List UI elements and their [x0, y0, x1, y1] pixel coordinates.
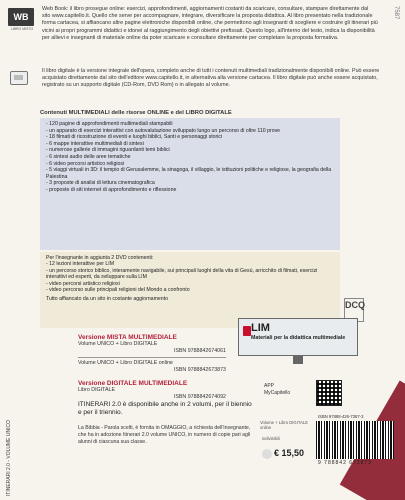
app-box [258, 380, 348, 410]
qr-code-icon [316, 380, 342, 406]
list-item: - 6 video percorsi artistico religiosi [46, 160, 125, 167]
contents-heading-block [40, 110, 345, 117]
mista-title: Versione MISTA MULTIMEDIALE [78, 334, 177, 341]
mista-row-label: Volume UNICO + Libro DIGITALE [78, 341, 158, 347]
list-item: - 3 proposte di analisi di lettura cinematografica [46, 180, 155, 187]
indivisibili-label: indivisibili [262, 436, 280, 441]
mista-row-label: Volume UNICO + Libro DIGITALE online [78, 360, 173, 366]
price-amount: € 15,50 [274, 448, 305, 458]
mista-row-isbn: ISBN 9788842674061 [173, 348, 226, 354]
digitale-row-label: Libro DIGITALE [78, 387, 115, 393]
spine-left-text: ITINERARI 2.0 - VOLUME UNICO [6, 420, 12, 497]
lim-screen-icon [238, 318, 358, 356]
app-line1: APP [264, 383, 275, 389]
list-item: - numerose gallerie di immagini riguardanti temi biblici [46, 147, 170, 154]
price-box [258, 414, 398, 496]
dvd-box [40, 252, 340, 328]
bibbia-text: La Bibbia - Parola scelti, è fornita in OMAGGIO, a richiesta dell'insegnante, che ha in adozione Itinerari 2.0 volume UNICO, in numero di copie pari agli alunni di ciascuna sua classe. [78, 425, 251, 445]
list-item: - 5 viaggi virtuali in 3D: il tempio di Gerusalemme, la sinagoga, il villaggio, le istituzioni politiche e religiose, la geografia della Palestina [46, 167, 332, 180]
spine-left [0, 420, 26, 500]
webbook-logo-sub: LIBRO MISTO [10, 27, 34, 31]
contents-heading: Contenuti MULTIMEDIALI delle risorse ONLINE e del LIBRO DIGITALE [40, 110, 232, 116]
itinerari-text: ITINERARI 2.0 è disponibile anche in 2 volumi, per il biennio e per il triennio. [78, 401, 252, 416]
divider [78, 357, 226, 358]
list-item: - video percorsi artistico religiosi [46, 280, 120, 287]
volume-label: Volume + Libro DIGITALE online [260, 420, 308, 431]
contents-list-box [40, 118, 340, 250]
isbn-top: ISBN 97888-426-7387-3 [318, 414, 364, 419]
list-item: - 6 sintesi audio delle aree tematiche [46, 153, 131, 160]
list-item: - 12 lezioni interattive per LIM [46, 261, 115, 267]
price [262, 448, 304, 459]
libro-digitale-text: Il libro digitale è la versione integrale dell'opera, completo anche di tutti i contenuti multimediali tradizionalmente disponibili online. Può essere acquistato direttamente dal sito dell'editore www.capitello.it, in alternativa alla versione cartacea. Il libro digitale può anche essere acquistato, registrato su un supporto digitale (CD-Rom, DVD Rom) o in allegato al volume. [42, 68, 380, 89]
app-label [264, 383, 290, 396]
euro-icon [262, 449, 272, 459]
contents-list [40, 118, 340, 197]
app-line2: MyCapitello [264, 389, 291, 396]
digitale-row-isbn: ISBN 9788842674092 [173, 394, 226, 400]
list-item: - 6 mappe interattive multimediali di sintesi [46, 140, 144, 147]
list-item: - video percorso sulle principali religioni del Mondo a confronto [46, 287, 190, 294]
list-item: - 120 pagine di approfondimenti multimediali stampabili [46, 121, 173, 127]
barcode-number: 9 788842 673873 [318, 460, 372, 466]
webbook-text: Web Book: il libro prosegue online: esercizi, approfondimenti, aggiornamenti costanti da scaricare, consultare, stampare direttamente dal sito www.capitello.it. Quello che serve per accompagnare, integrare, diversificare la proposta didattica. Al libro presentato nella tradizionale forma cartacea, si affiancano altre pagine elettroniche disponibili online, che permettono agli insegnanti di scegliere e costruire gli itinerari più vicini ai propri programmi didattici e idonei al raggiungimento degli obiettivi prefissati. Questo logo, all'interno del testo, indica la disponibilità per allievi e insegnanti di materiale online da poter scaricare e consultare direttamente per completare la proposta formativa. [42, 6, 378, 41]
versions-block [78, 334, 226, 401]
list-item: - un apparato di esercizi interattivi con autovalutazione sviluppato lungo un percorso di oltre 110 prove [46, 127, 281, 134]
list-item: - un percorso storico biblico, interamente navigabile, sui principali luoghi della vita di Gesù, arricchito di filmati, esercizi interattivi ed esperti, da sviluppare sulla LIM [46, 267, 318, 281]
laptop-icon [10, 71, 28, 85]
lim-logo-icon [243, 326, 251, 336]
dvd-list [40, 261, 340, 294]
list-item: - 18 filmati di ricostruzione di eventi e luoghi biblici, Santi e personaggi storici [46, 134, 223, 141]
dvd-footer: Tutto affiancato da un sito in costante aggiornamento [46, 295, 168, 302]
lim-label: LIM [251, 322, 270, 334]
mista-row-isbn: ISBN 9788842673873 [173, 367, 226, 373]
webbook-section [4, 4, 401, 66]
spine-code: 7587 [393, 6, 399, 20]
list-item: - proposte di siti internet di approfondimento e riflessione [46, 186, 177, 193]
lim-stand [293, 356, 303, 364]
webbook-logo: WB [8, 8, 34, 26]
libro-digitale-section [4, 68, 401, 108]
lim-box [238, 318, 358, 368]
dvd-title: Per l'insegnante in aggiunta 2 DVD contenenti: [46, 255, 154, 261]
barcode-icon [316, 421, 394, 459]
dcq-logo: DCQ [344, 298, 364, 322]
digitale-title: Versione DIGITALE MULTIMEDIALE [78, 380, 188, 387]
lim-desc: Materiali per la didattica multimediale [251, 335, 346, 341]
